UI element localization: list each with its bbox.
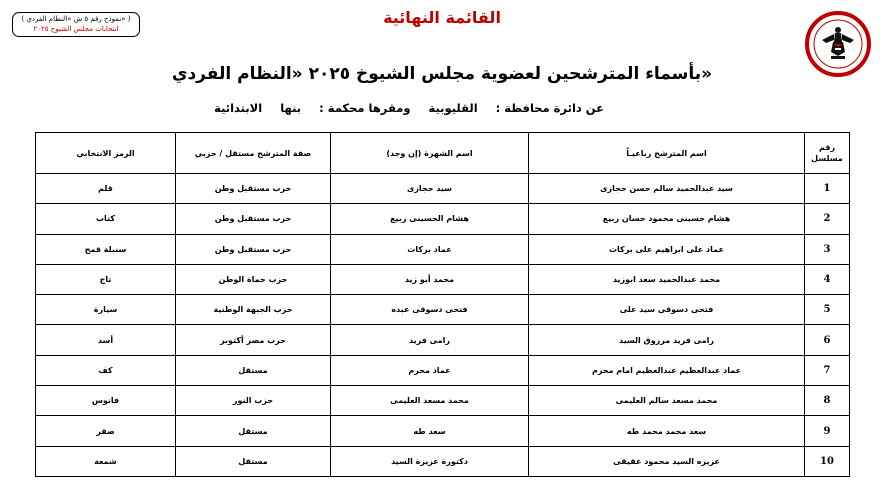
nickname-cell: عماد بركات [331,234,529,264]
nickname-cell: هشام الحسينى ربيع [331,204,529,234]
capacity-cell: مستقل [176,355,331,385]
district-line [196,101,604,115]
candidate-name-cell: عماد عبدالعظيم عبدالعظيم امام محرم [529,355,805,385]
district-court-label: ومقرها محكمة : [319,101,411,115]
symbol-cell: تاج [36,264,176,294]
table-row [36,264,850,294]
capacity-cell: حزب النور [176,386,331,416]
nickname-cell: محمد مسعد العليمى [331,386,529,416]
candidate-name-cell: محمد عبدالحميد سعد ابوزيد [529,264,805,294]
serial-cell: 4 [805,264,850,294]
header-serial: رقم مسلسل [805,133,850,174]
district-governorate: القليوبية [428,101,478,115]
table-row [36,446,850,476]
symbol-cell: أسد [36,325,176,355]
symbol-cell: قلم [36,174,176,204]
symbol-cell: كف [36,355,176,385]
candidates-table [35,132,850,477]
serial-cell: 1 [805,174,850,204]
nickname-cell: سعد طه [331,416,529,446]
table-row [36,325,850,355]
final-list-title: القائمة النهائية [383,8,501,27]
candidate-name-cell: سعد محمد محمد طه [529,416,805,446]
candidate-name-cell: هشام حسينى محمود حسان ربيع [529,204,805,234]
table-row [36,355,850,385]
symbol-cell: صقر [36,416,176,446]
candidate-name-cell: رامى فريد مرزوق السيد [529,325,805,355]
capacity-cell: حزب حماة الوطن [176,264,331,294]
capacity-cell: مستقل [176,446,331,476]
nickname-cell: رامى فريد [331,325,529,355]
district-court-city: بنها [280,101,302,115]
table-row [36,416,850,446]
table-row [36,234,850,264]
serial-cell: 10 [805,446,850,476]
nickname-cell: عماد محرم [331,355,529,385]
candidate-name-cell: عماد على ابراهيم على بركات [529,234,805,264]
table-row [36,174,850,204]
serial-cell: 9 [805,416,850,446]
serial-cell: 7 [805,355,850,385]
district-prefix: عن دائرة محافظة : [495,101,604,115]
symbol-cell: كتاب [36,204,176,234]
serial-cell: 5 [805,295,850,325]
symbol-cell: فانوس [36,386,176,416]
nickname-cell: فتحى دسوقى عبده [331,295,529,325]
symbol-cell: سنبلة قمح [36,234,176,264]
capacity-cell: حزب مستقبل وطن [176,234,331,264]
capacity-cell: حزب مستقبل وطن [176,174,331,204]
table-row [36,295,850,325]
capacity-cell: حزب مصر أكتوبر [176,325,331,355]
table-header-row [36,133,850,174]
table-row [36,204,850,234]
serial-cell: 6 [805,325,850,355]
serial-cell: 8 [805,386,850,416]
candidate-name-cell: سيد عبدالحميد سالم حسن حجازى [529,174,805,204]
symbol-cell: شمعة [36,446,176,476]
district-court-type: الابتدائية [214,101,263,115]
candidate-name-cell: عزيزه السيد محمود عقيقى [529,446,805,476]
header-name: اسم المترشح رباعيـاً [529,133,805,174]
serial-cell: 2 [805,204,850,234]
header-symbol: الرمز الانتخابي [36,133,176,174]
candidate-name-cell: فتحى دسوقى سيد على [529,295,805,325]
header-capacity: صفة المترشح مستقل / حزبي [176,133,331,174]
candidate-name-cell: محمد مسعد سالم العليمى [529,386,805,416]
nickname-cell: دكتورة عزيزة السيد [331,446,529,476]
form-number-label: ( نموذج رقم ٥ ش «النظام الفردي» ) [21,15,131,23]
capacity-cell: حزب الجبهة الوطنية [176,295,331,325]
serial-cell: 3 [805,234,850,264]
election-label: انتخابات مجلس الشيوخ ٢٠٢٥ [33,25,119,33]
capacity-cell: حزب مستقبل وطن [176,204,331,234]
nickname-cell: سيد حجازى [331,174,529,204]
header-nickname: اسم الشهرة (إن وجد) [331,133,529,174]
capacity-cell: مستقل [176,416,331,446]
document-title: بأسماء المترشحين لعضوية مجلس الشيوخ ٢٠٢٥ «النظام الفردي» [171,64,713,84]
table-row [36,386,850,416]
nickname-cell: محمد أبو زيد [331,264,529,294]
symbol-cell: سيارة [36,295,176,325]
